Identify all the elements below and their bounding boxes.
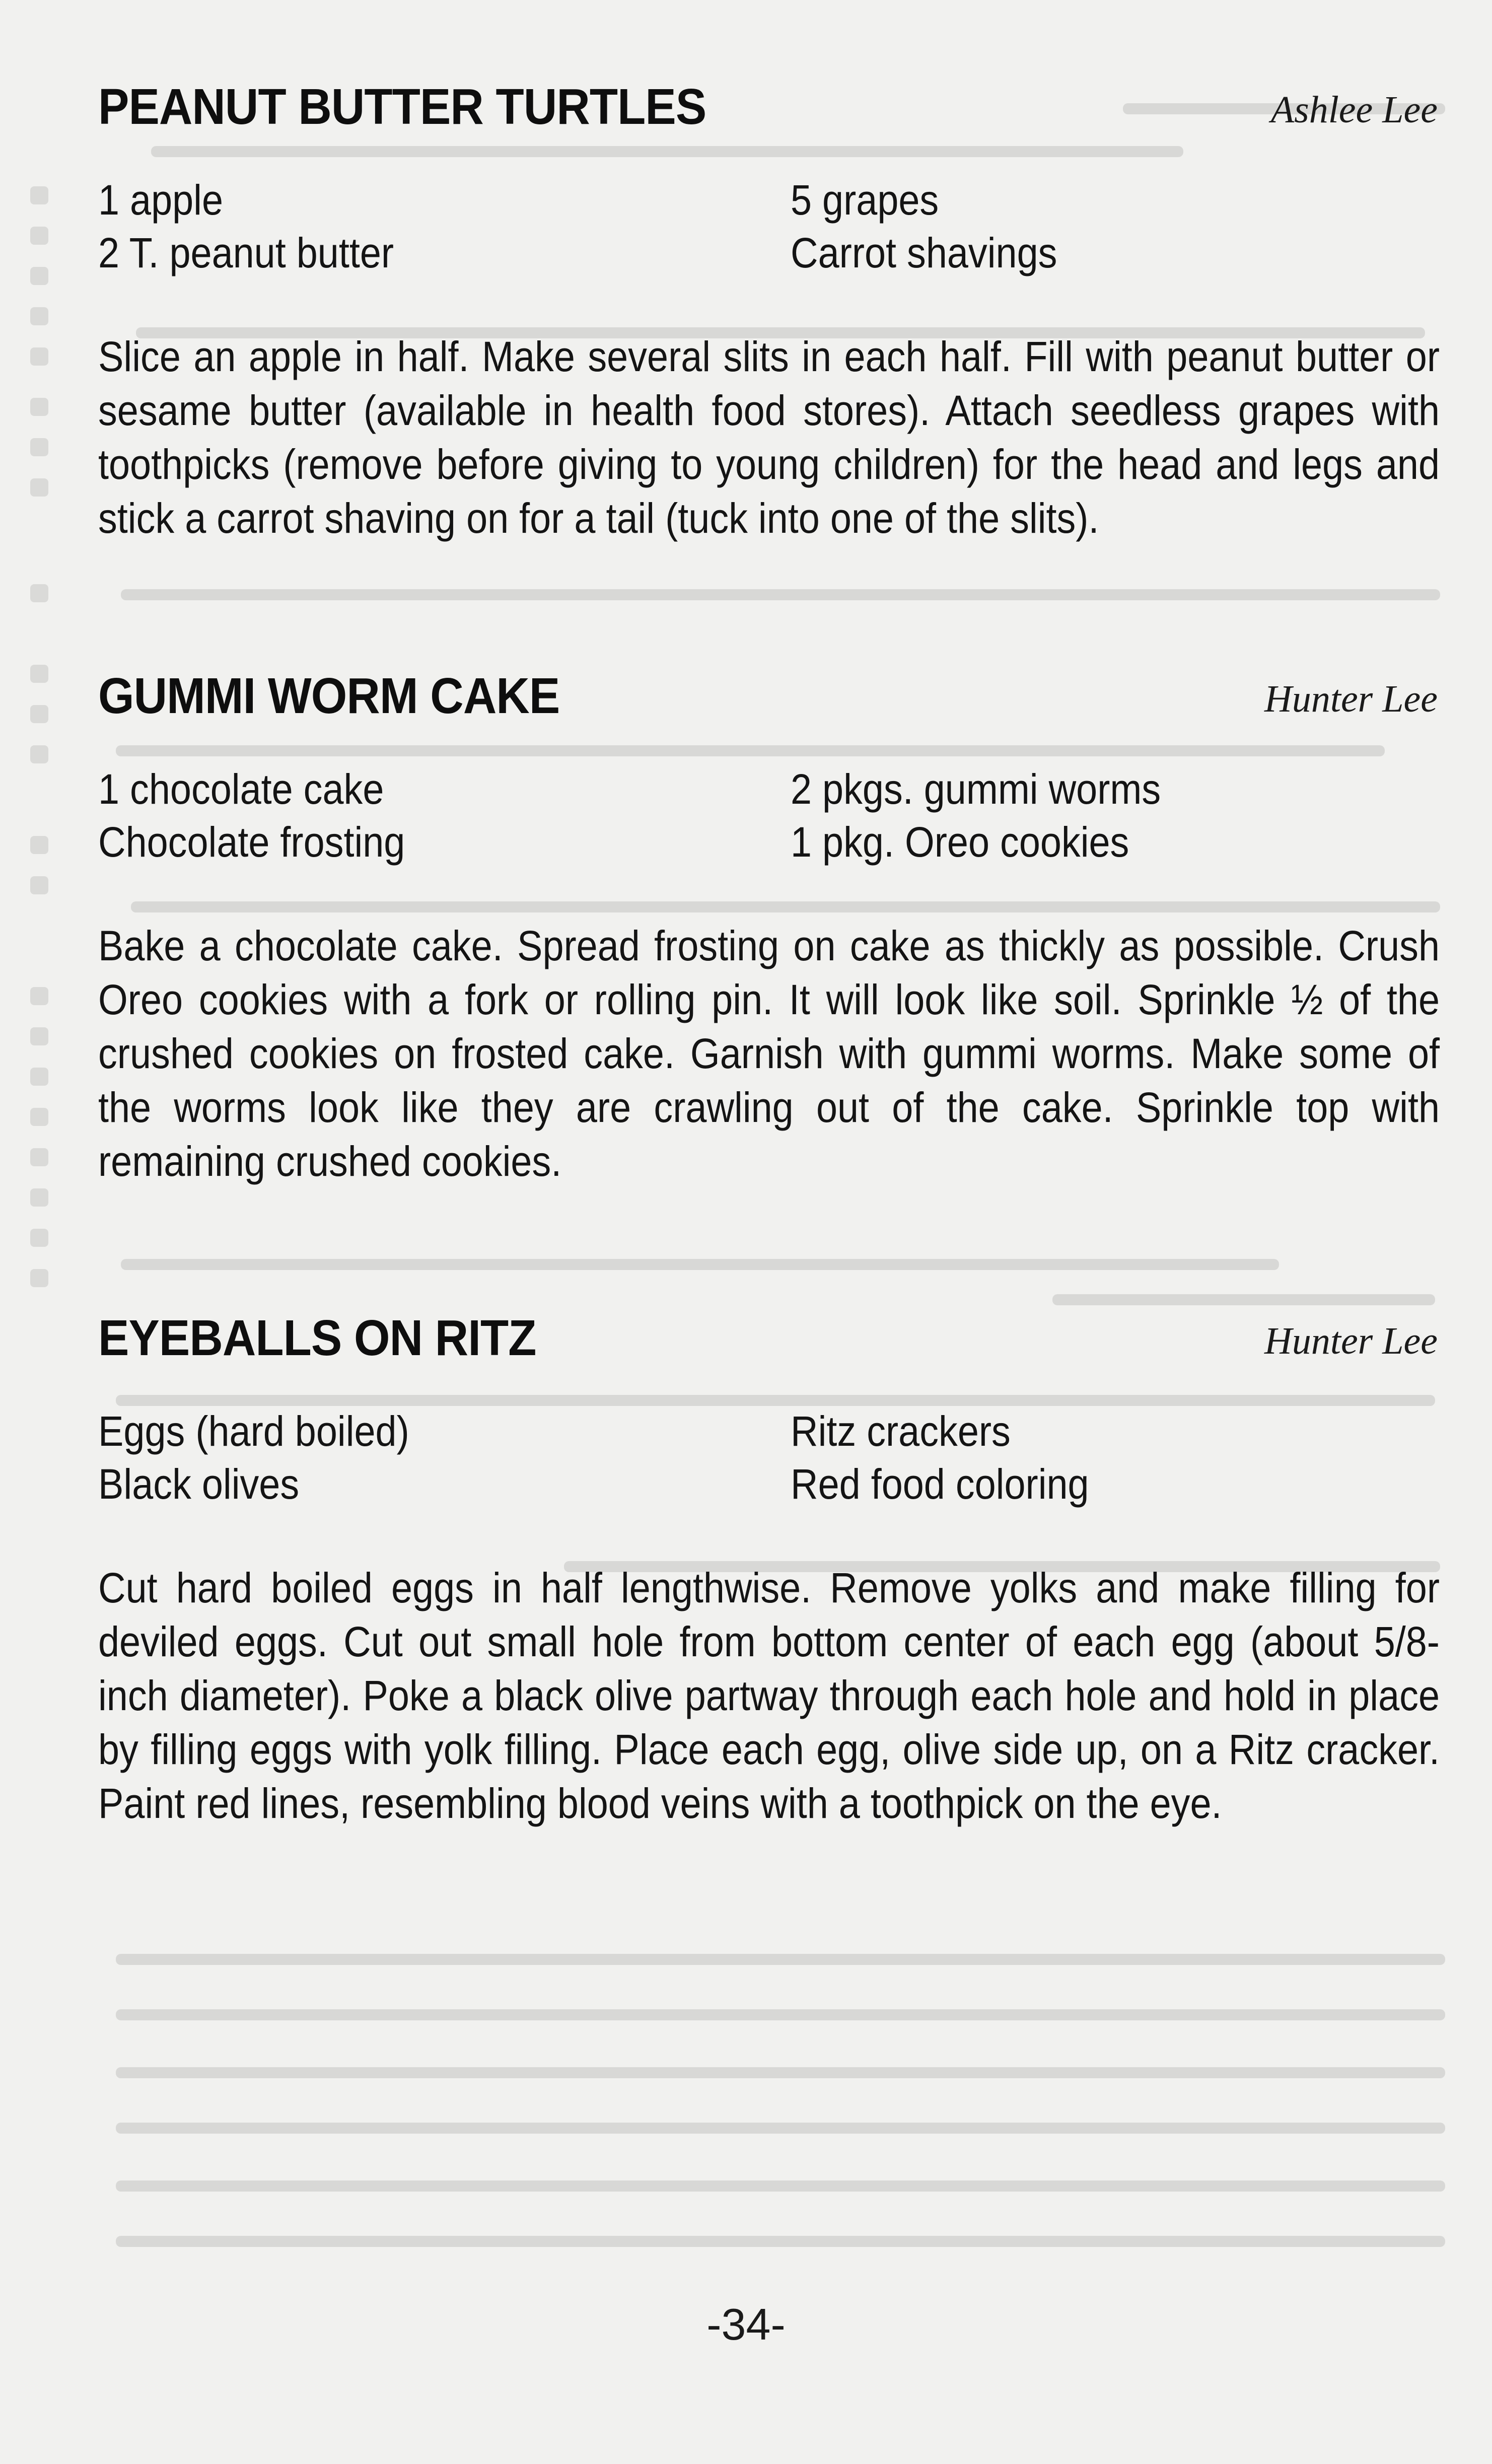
- recipe-title: PEANUT BUTTER TURTLES: [98, 79, 706, 135]
- ingredient-item: Carrot shavings: [791, 229, 1057, 276]
- recipe-title: GUMMI WORM CAKE: [98, 668, 560, 724]
- ingredient-item: 2 pkgs. gummi worms: [791, 765, 1161, 813]
- recipe-eyeballs-on-ritz: [98, 1309, 1438, 1831]
- recipe-instructions: Cut hard boiled eggs in half lengthwise. Remove yolks and make filling for deviled eggs. Cut out small hole from bottom center of each egg (about 5/8-inch diameter). Poke a black olive partway through each hole and hold in place by filling eggs with yolk filling. Place each egg, olive side up, on a Ritz cracker. Paint red lines, resembling blood veins with a toothpick on the eye.: [98, 1564, 1440, 1827]
- recipe-author: Hunter Lee: [1264, 678, 1438, 720]
- ingredient-item: Eggs (hard boiled): [98, 1407, 409, 1455]
- recipe-header: [98, 1309, 1438, 1375]
- recipe-gummi-worm-cake: [98, 667, 1438, 1188]
- ingredient-list: [98, 1405, 1438, 1526]
- ingredient-list: [98, 763, 1438, 884]
- ingredient-item: 1 pkg. Oreo cookies: [791, 818, 1129, 866]
- ingredient-item: Red food coloring: [791, 1460, 1089, 1508]
- ingredient-item: Ritz crackers: [791, 1407, 1011, 1455]
- recipe-title: EYEBALLS ON RITZ: [98, 1310, 536, 1366]
- ingredient-item: 1 apple: [98, 176, 224, 224]
- ingredient-item: 1 chocolate cake: [98, 765, 384, 813]
- recipe-header: [98, 78, 1438, 144]
- page-number: -34-: [706, 2299, 786, 2349]
- recipe-instructions: Slice an apple in half. Make several slits in each half. Fill with peanut butter or sesame butter (available in health food stores). Attach seedless grapes with toothpicks (remove before giving to young children) for the head and legs and stick a carrot shaving on for a tail (tuck into one of the slits).: [98, 333, 1440, 542]
- recipe-author: Hunter Lee: [1264, 1320, 1438, 1362]
- ingredient-item: 5 grapes: [791, 176, 939, 224]
- recipe-author: Ashlee Lee: [1270, 89, 1438, 131]
- recipe-instructions: Bake a chocolate cake. Spread frosting on cake as thickly as possible. Crush Oreo cookies with a fork or rolling pin. It will look like soil. Sprinkle ½ of the crushed cookies on frosted cake. Garnish with gummi worms. Make some of the worms look like they are crawling out of the cake. Sprinkle top with remaining crushed cookies.: [98, 922, 1440, 1185]
- recipe-peanut-butter-turtles: [98, 78, 1438, 545]
- ingredient-list: [98, 174, 1438, 295]
- ingredient-item: 2 T. peanut butter: [98, 229, 394, 276]
- ingredient-item: Black olives: [98, 1460, 300, 1508]
- recipe-header: [98, 667, 1438, 733]
- ingredient-item: Chocolate frosting: [98, 818, 405, 866]
